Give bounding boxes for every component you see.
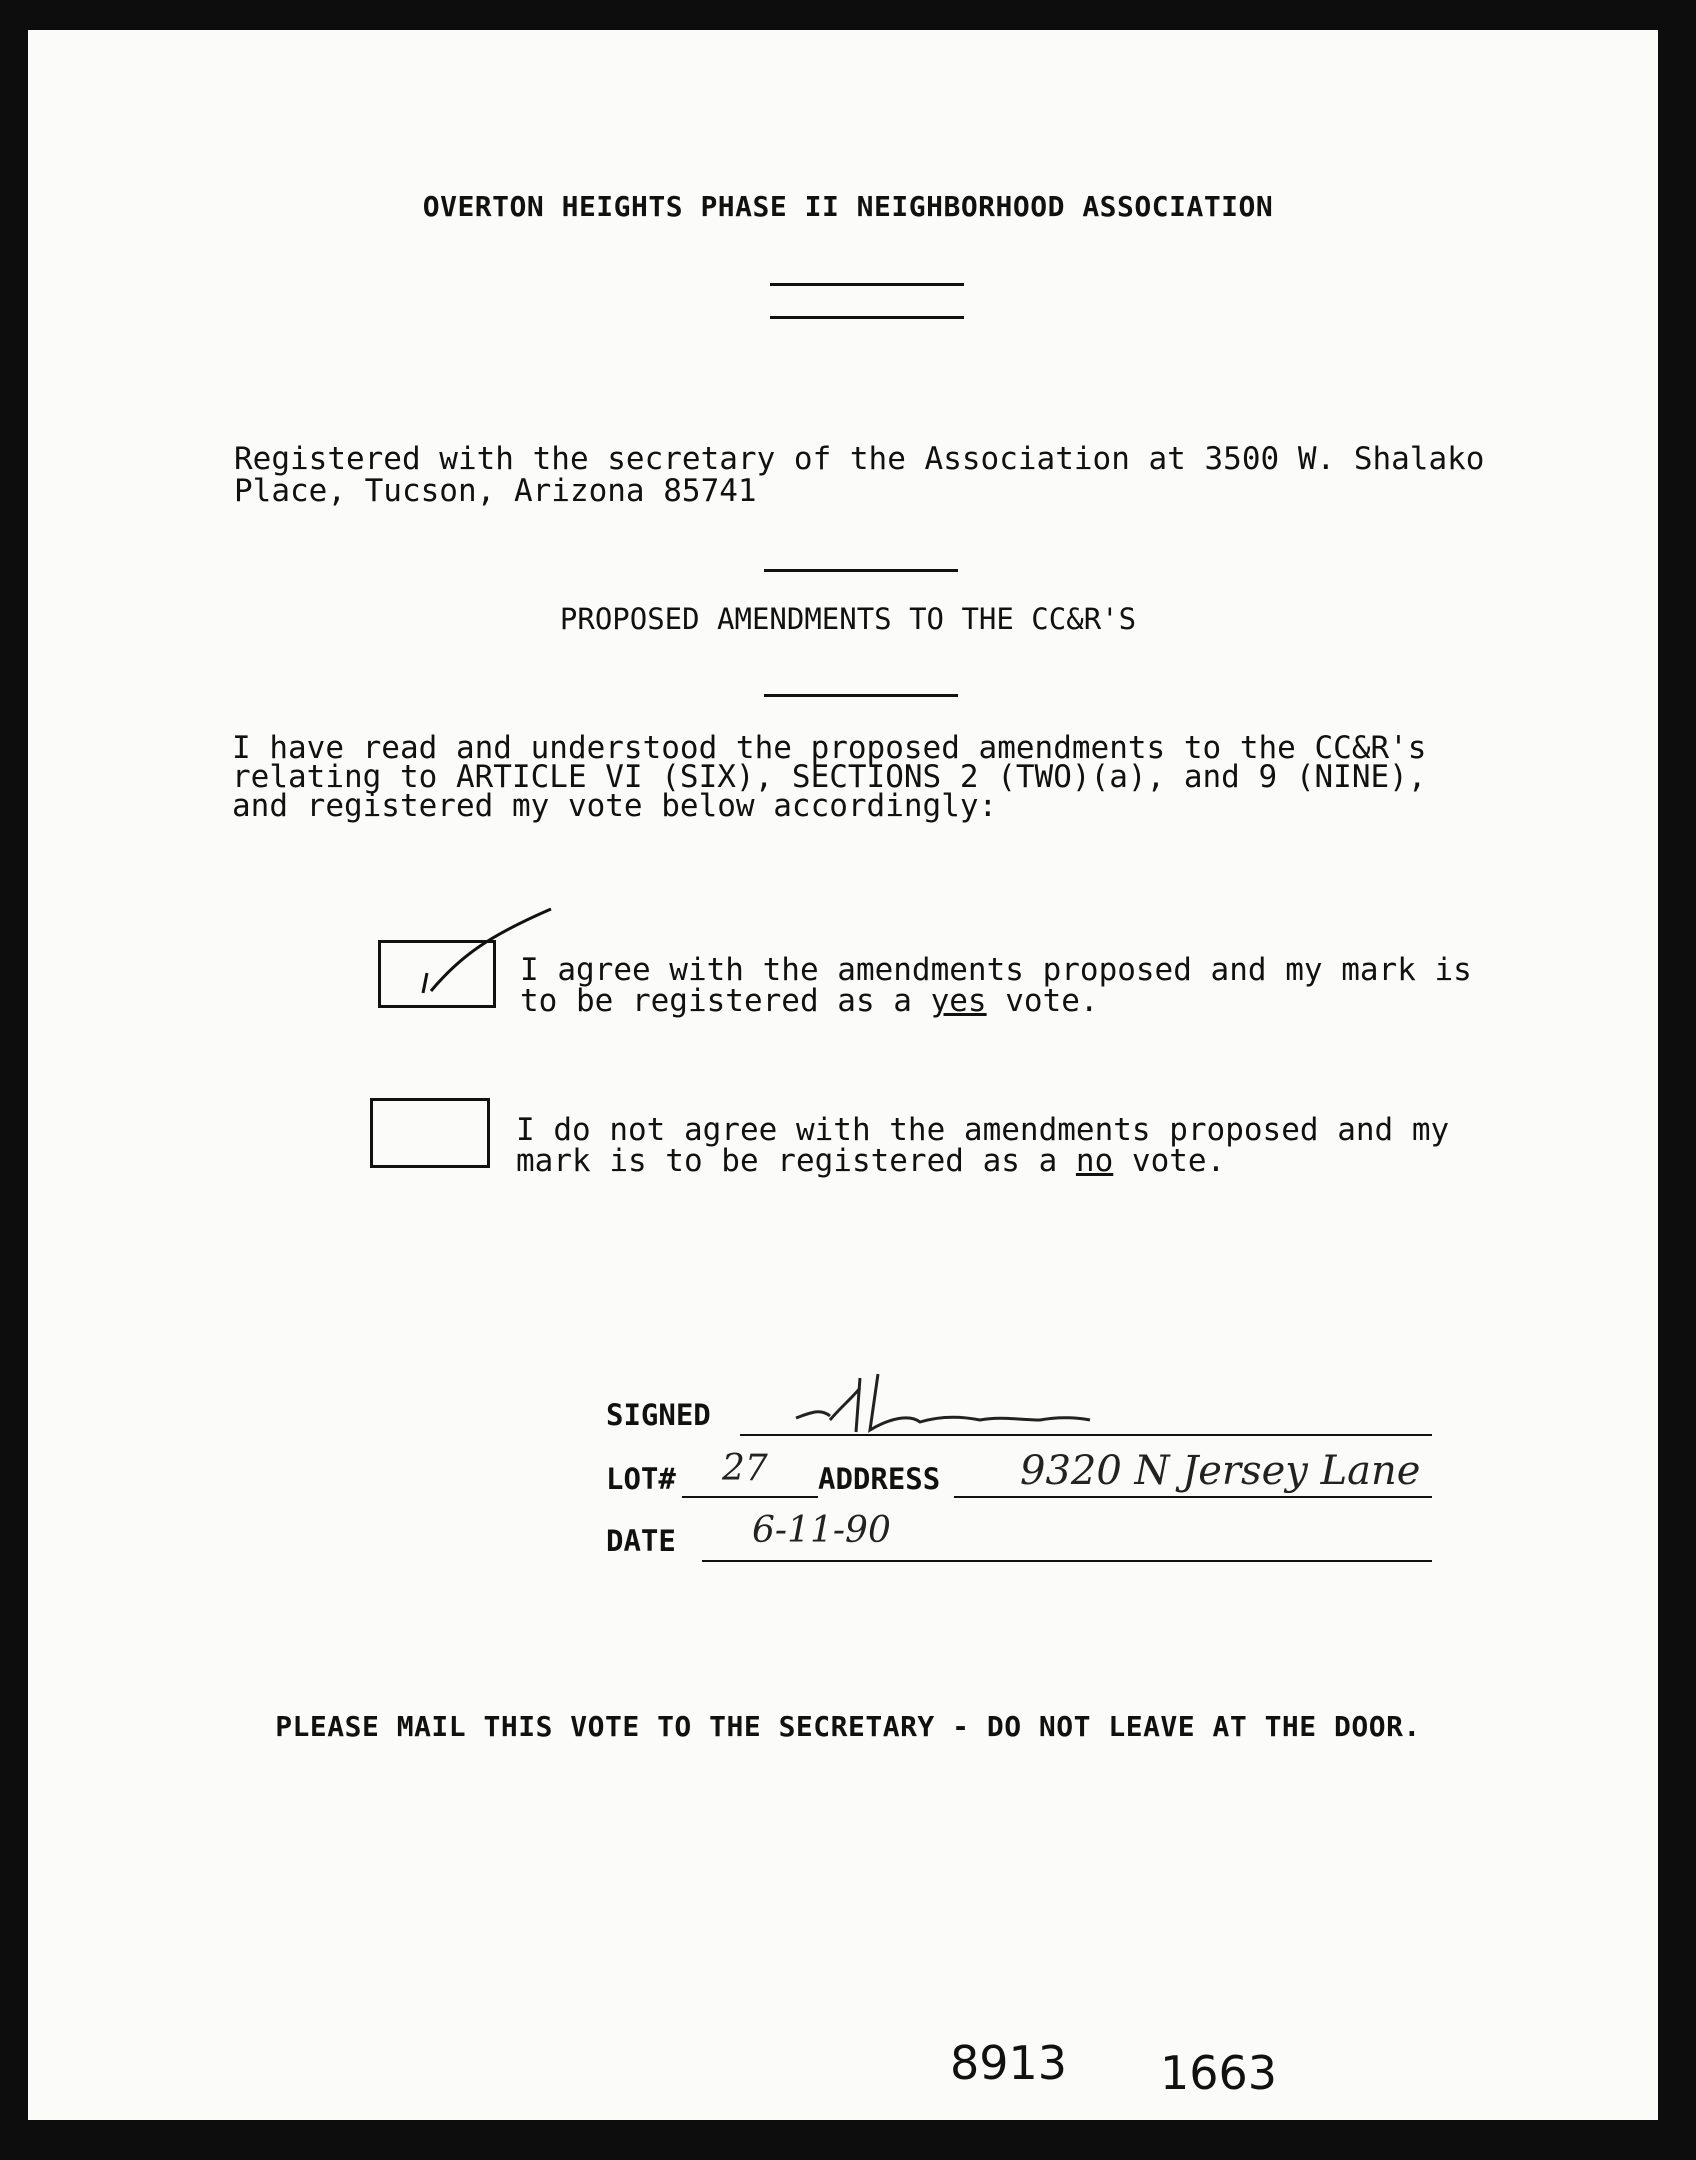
address-label: ADDRESS <box>818 1462 941 1496</box>
statement-line-1: I have read and understood the proposed amendments to the CC&R's <box>232 730 1427 766</box>
title-divider-top <box>770 283 964 286</box>
registration-line-1: Registered with the secretary of the Association at 3500 W. Shalako <box>234 441 1485 477</box>
signed-label: SIGNED <box>606 1398 711 1432</box>
no-vote-checkbox[interactable] <box>370 1098 490 1168</box>
title-divider-bottom <box>770 316 964 319</box>
date-label: DATE <box>606 1524 676 1558</box>
no-keyword: no <box>1075 1143 1114 1179</box>
yes-vote-checkbox[interactable] <box>378 940 496 1008</box>
document-number-left: 8913 <box>950 2036 1068 2090</box>
yes-keyword: yes <box>930 983 987 1019</box>
no-vote-label-pre: mark is to be registered as a <box>516 1143 1076 1179</box>
document-page <box>28 30 1658 2120</box>
date-line[interactable] <box>702 1560 1432 1562</box>
organization-title: OVERTON HEIGHTS PHASE II NEIGHBORHOOD ASSOCIATION <box>422 190 1274 223</box>
statement-line-2: relating to ARTICLE VI (SIX), SECTIONS 2 (TWO)(a), and 9 (NINE), <box>232 759 1427 795</box>
yes-vote-label-line-2 <box>520 983 1099 1019</box>
statement-line-3: and registered my vote below accordingly: <box>232 788 998 824</box>
section-title: PROPOSED AMENDMENTS TO THE CC&R'S <box>559 602 1137 636</box>
date-value: 6-11-90 <box>752 1510 891 1551</box>
mail-instruction: PLEASE MAIL THIS VOTE TO THE SECRETARY - DO NOT LEAVE AT THE DOOR. <box>275 1710 1421 1743</box>
no-vote-label-line-1: I do not agree with the amendments proposed and my <box>516 1112 1450 1148</box>
address-line[interactable] <box>954 1496 1432 1498</box>
lot-label: LOT# <box>606 1462 676 1496</box>
signature-scribble <box>790 1358 1110 1438</box>
address-value: 9320 N Jersey Lane <box>1020 1448 1421 1494</box>
lot-line[interactable] <box>682 1496 818 1498</box>
no-vote-label-line-2 <box>516 1143 1226 1179</box>
yes-vote-label-pre: to be registered as a <box>520 983 931 1019</box>
yes-vote-label-line-1: I agree with the amendments proposed and my mark is <box>520 952 1472 988</box>
yes-vote-label-post: vote. <box>986 983 1099 1019</box>
lot-value: 27 <box>722 1448 768 1489</box>
section-divider-bottom <box>764 694 958 697</box>
document-number-right: 1663 <box>1160 2046 1278 2100</box>
no-vote-label-post: vote. <box>1113 1143 1226 1179</box>
registration-line-2: Place, Tucson, Arizona 85741 <box>234 473 757 509</box>
section-divider-top <box>764 569 958 572</box>
